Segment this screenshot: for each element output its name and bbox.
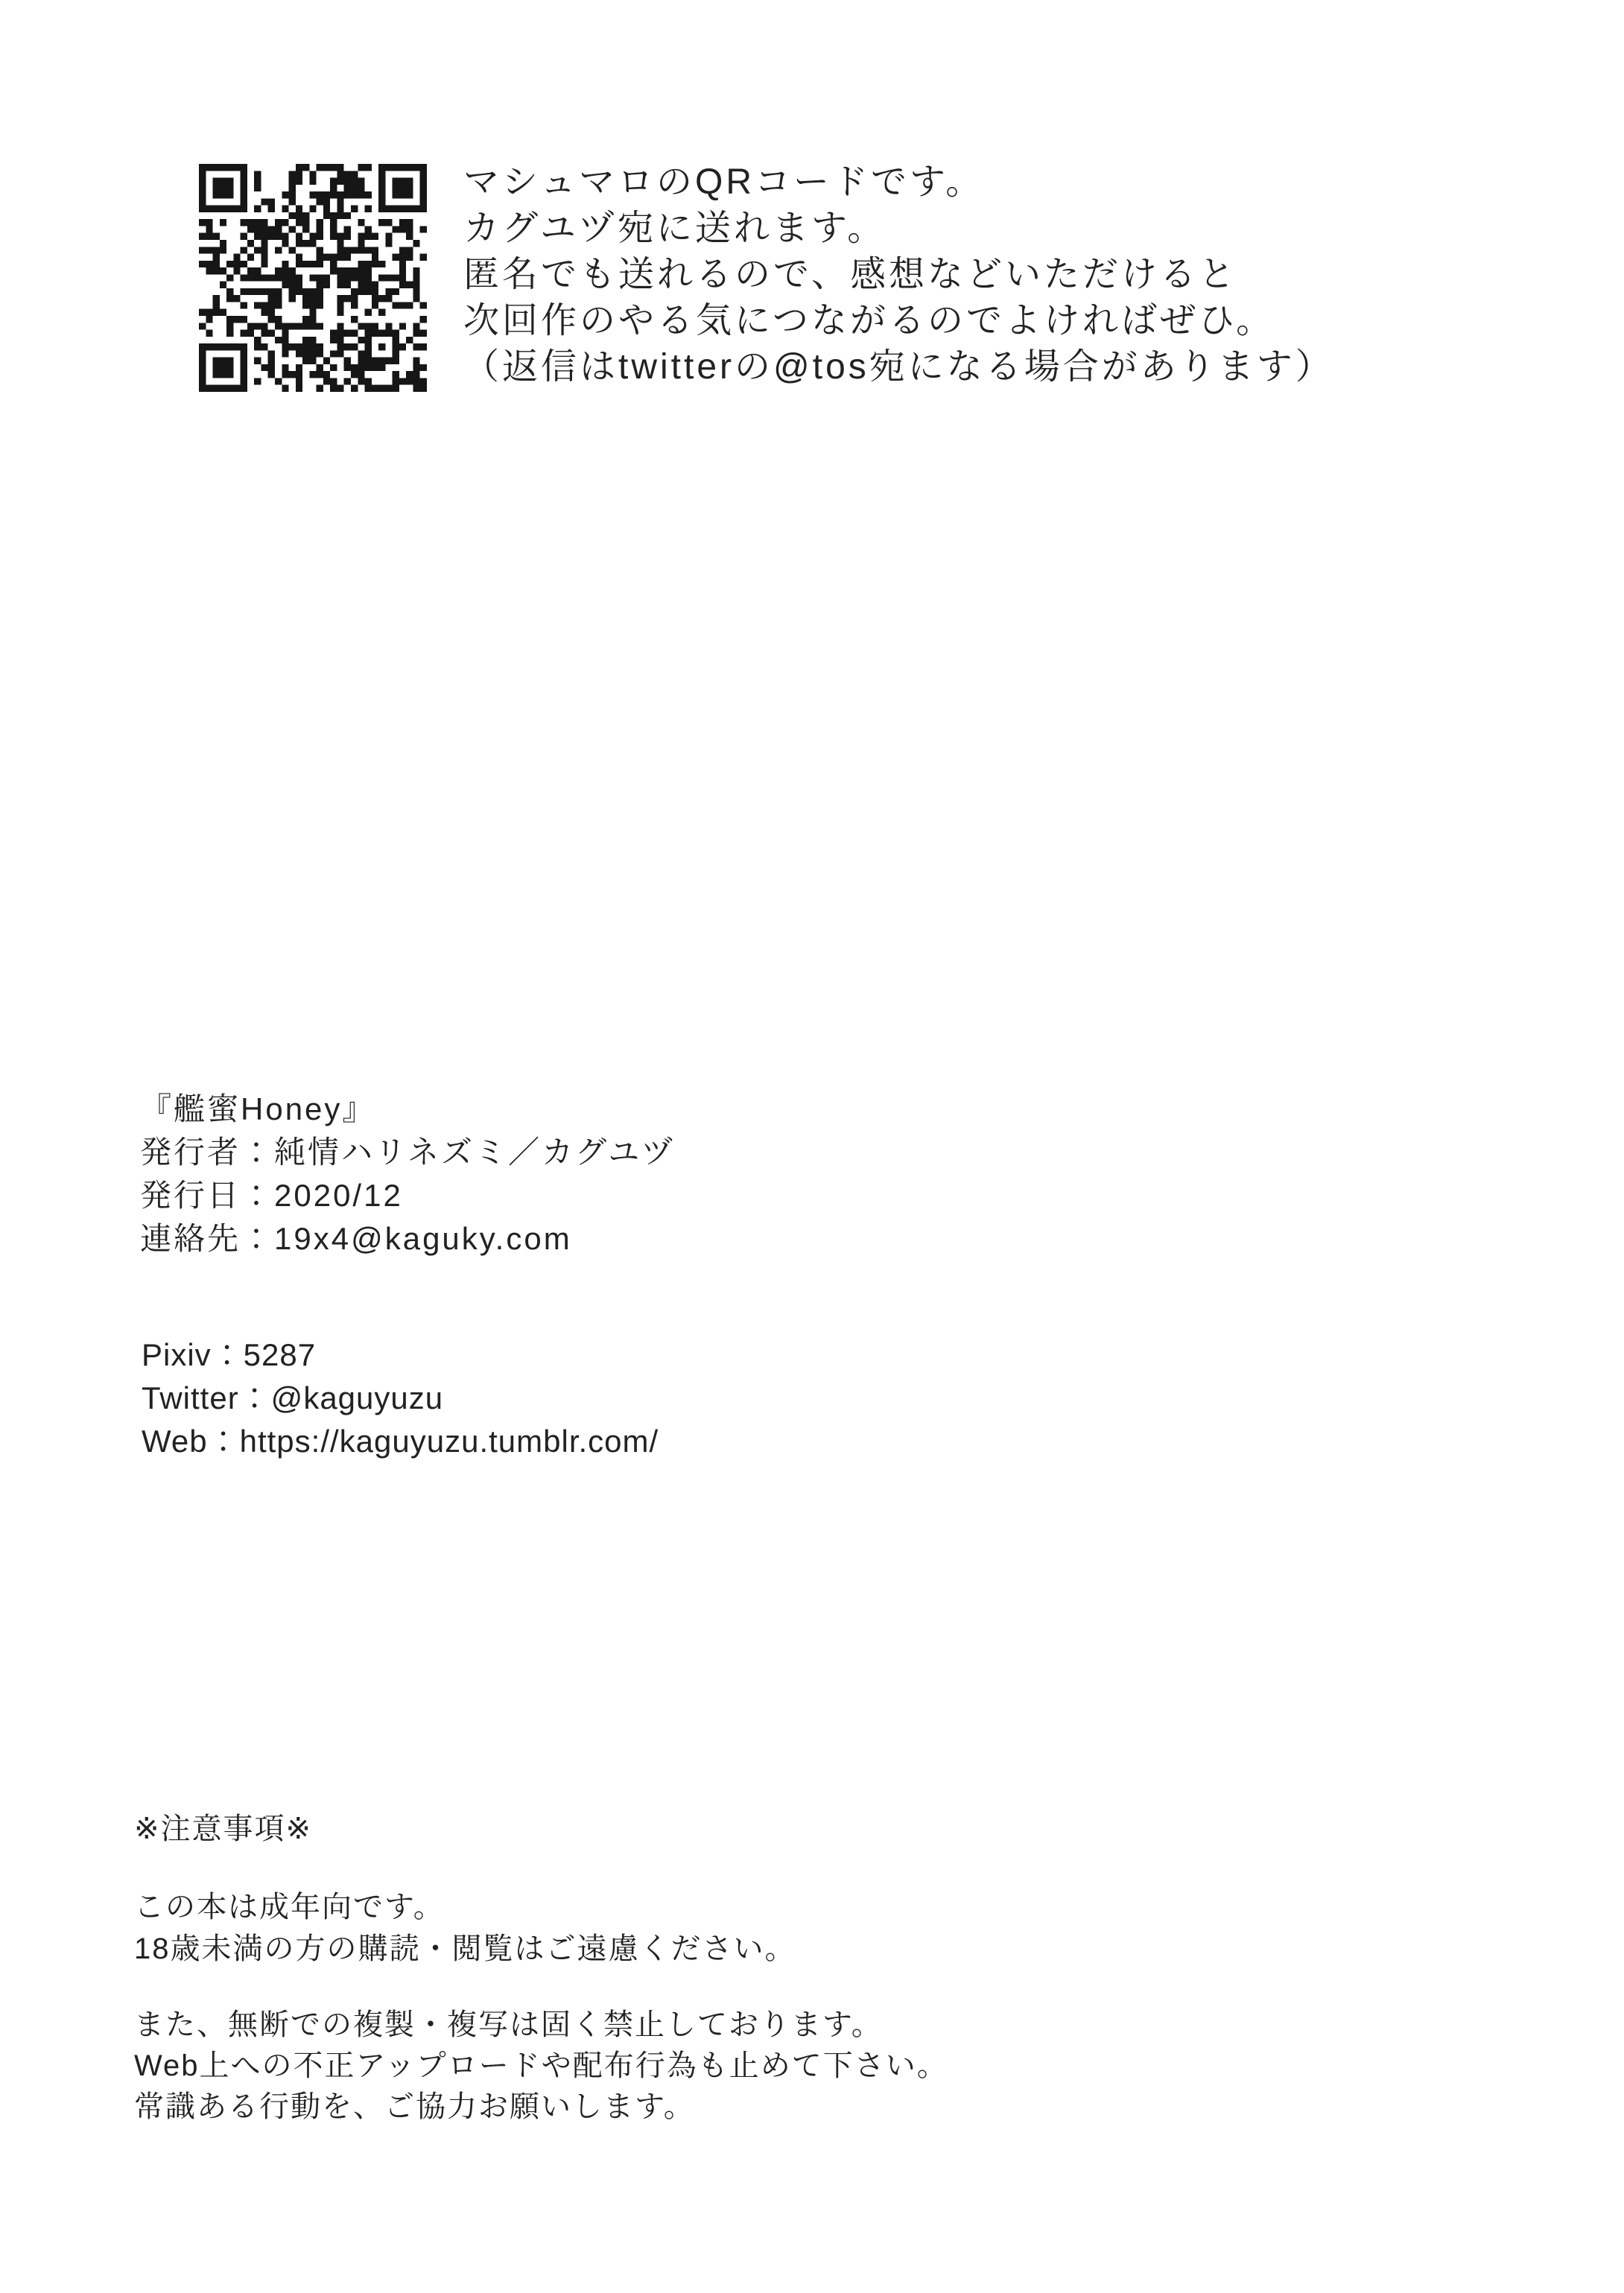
qr-caption-line: 次回作のやる気につながるのでよければぜひ。 [463, 301, 1275, 340]
notice-adult-paragraph [134, 1886, 796, 1970]
notice-copy-paragraph [134, 2005, 948, 2128]
marshmallow-qr-code [199, 164, 427, 392]
notice-line: この本は成年向です。 [134, 1891, 445, 1923]
qr-caption-line: マシュマロのQRコードです。 [463, 162, 985, 202]
publisher-line: 発行者：純情ハリネズミ／カグユヅ [140, 1135, 676, 1170]
web-line: Web：https://kaguyuzu.tumblr.com/ [142, 1424, 659, 1459]
qr-caption-line: （返信はtwitterの@tos宛になる場合があります） [463, 347, 1334, 387]
notice-line: 18歳未満の方の購読・閲覧はご遠慮ください。 [134, 1932, 796, 1965]
notice-line: Web上への不正アップロードや配布行為も止めて下さい。 [134, 2049, 948, 2082]
twitter-line: Twitter：@kaguyuzu [142, 1380, 444, 1415]
notice-title: ※注意事項※ [134, 1812, 313, 1845]
contact-line: 連絡先：19x4@kaguky.com [140, 1221, 572, 1256]
publish-date-line: 発行日：2020/12 [140, 1178, 403, 1213]
notice-line: 常識ある行動を、ご協力お願いします。 [134, 2090, 695, 2123]
qr-code-icon [199, 164, 427, 392]
qr-caption-line: 匿名でも送れるので、感想などいただけると [463, 255, 1238, 294]
qr-caption [463, 159, 1334, 390]
pixiv-line: Pixiv：5287 [142, 1337, 317, 1372]
colophon-block [140, 1088, 675, 1260]
notice-line: また、無断での複製・複写は固く禁止しております。 [134, 2008, 883, 2041]
qr-caption-line: カグユヅ宛に送れます。 [463, 209, 886, 248]
book-title: 『艦蜜Honey』 [140, 1091, 376, 1126]
links-block [142, 1333, 659, 1463]
